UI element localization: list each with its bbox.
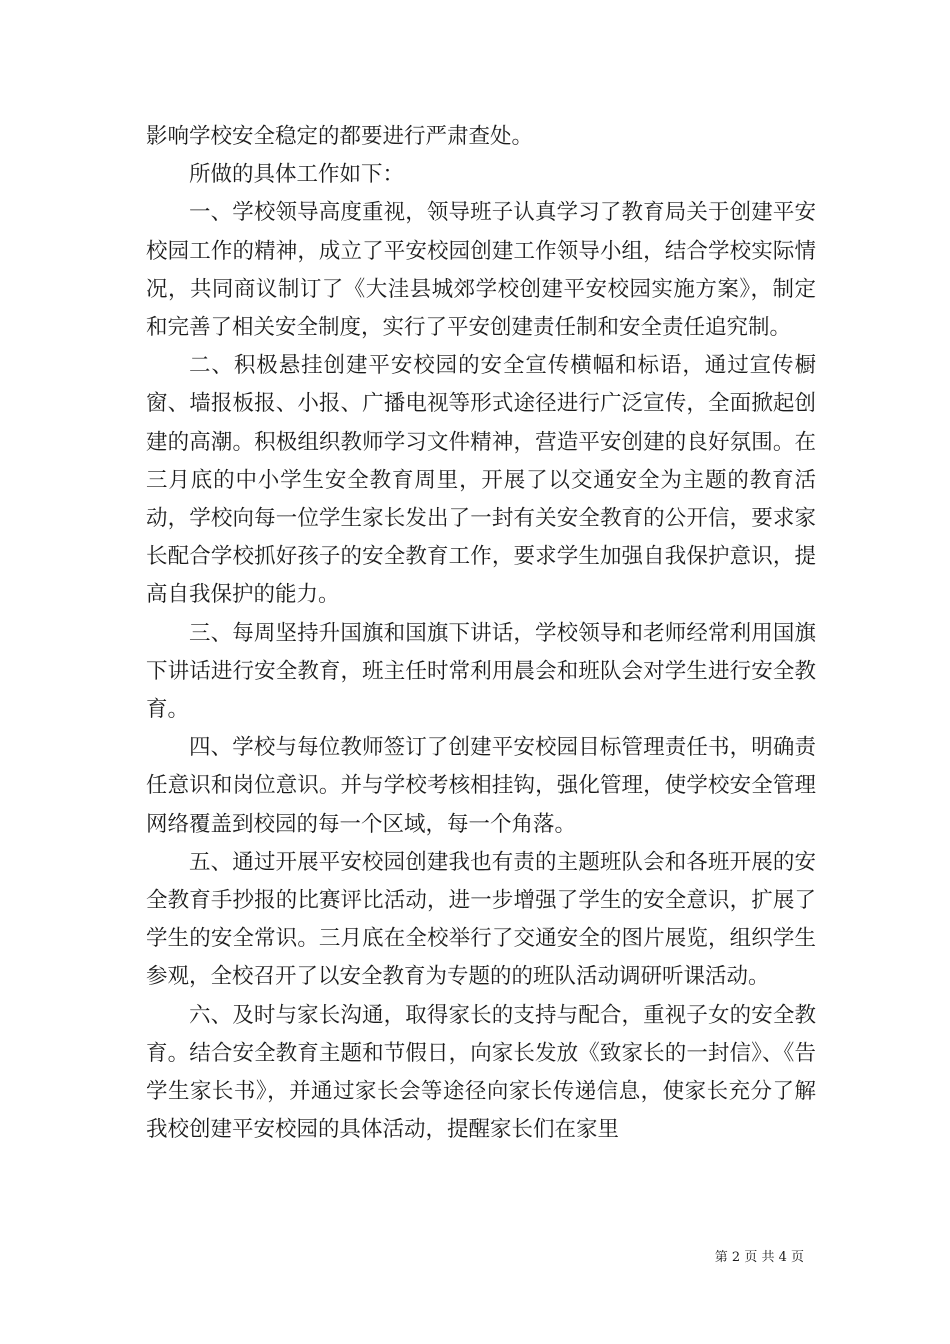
paragraph-intro: 所做的具体工作如下： bbox=[189, 162, 405, 188]
paragraph-item-4: 四、学校与每位教师签订了创建平安校园目标管理责任书，明确责任意识和岗位意识。并与学校考核相挂钩，强化管理，使学校安全管理网络覆盖到校园的每一个区域，每一个角落。 bbox=[146, 735, 816, 837]
paragraph-item-1: 一、学校领导高度重视，领导班子认真学习了教育局关于创建平安校园工作的精神，成立了平安校园创建工作领导小组，结合学校实际情况，共同商议制订了《大洼县城郊学校创建平安校园实施方案》，制定和完善了相关安全制度，实行了平安创建责任制和安全责任追究制。 bbox=[146, 200, 816, 341]
document-body bbox=[146, 118, 816, 1149]
paragraph-continuation: 影响学校安全稳定的都要进行严肃查处。 bbox=[146, 124, 534, 149]
paragraph-item-6: 六、及时与家长沟通，取得家长的支持与配合，重视子女的安全教育。结合安全教育主题和节假日，向家长发放《致家长的一封信》、《告学生家长书》，并通过家长会等途径向家长传递信息，使家长充分了解我校创建平安校园的具体活动，提醒家长们在家里 bbox=[146, 1002, 816, 1143]
paragraph-item-3: 三、每周坚持升国旗和国旗下讲话，学校领导和老师经常利用国旗下讲话进行安全教育，班主任时常利用晨会和班队会对学生进行安全教育。 bbox=[146, 620, 816, 723]
paragraph-item-5: 五、通过开展平安校园创建我也有责的主题班队会和各班开展的安全教育手抄报的比赛评比活动，进一步增强了学生的安全意识，扩展了学生的安全常识。三月底在全校举行了交通安全的图片展览，组织学生参观，全校召开了以安全教育为专题的的班队活动调研听课活动。 bbox=[146, 849, 816, 990]
page-number-footer: 第 2 页 共 4 页 bbox=[714, 1250, 804, 1265]
paragraph-item-2: 二、积极悬挂创建平安校园的安全宣传横幅和标语，通过宣传橱窗、墙报板报、小报、广播电视等形式途径进行广泛宣传，全面掀起创建的高潮。积极组织教师学习文件精神，营造平安创建的良好氛围。在三月底的中小学生安全教育周里，开展了以交通安全为主题的教育活动，学校向每一位学生家长发出了一封有关安全教育的公开信，要求家长配合学校抓好孩子的安全教育工作，要求学生加强自我保护意识，提高自我保护的能力。 bbox=[146, 353, 816, 608]
